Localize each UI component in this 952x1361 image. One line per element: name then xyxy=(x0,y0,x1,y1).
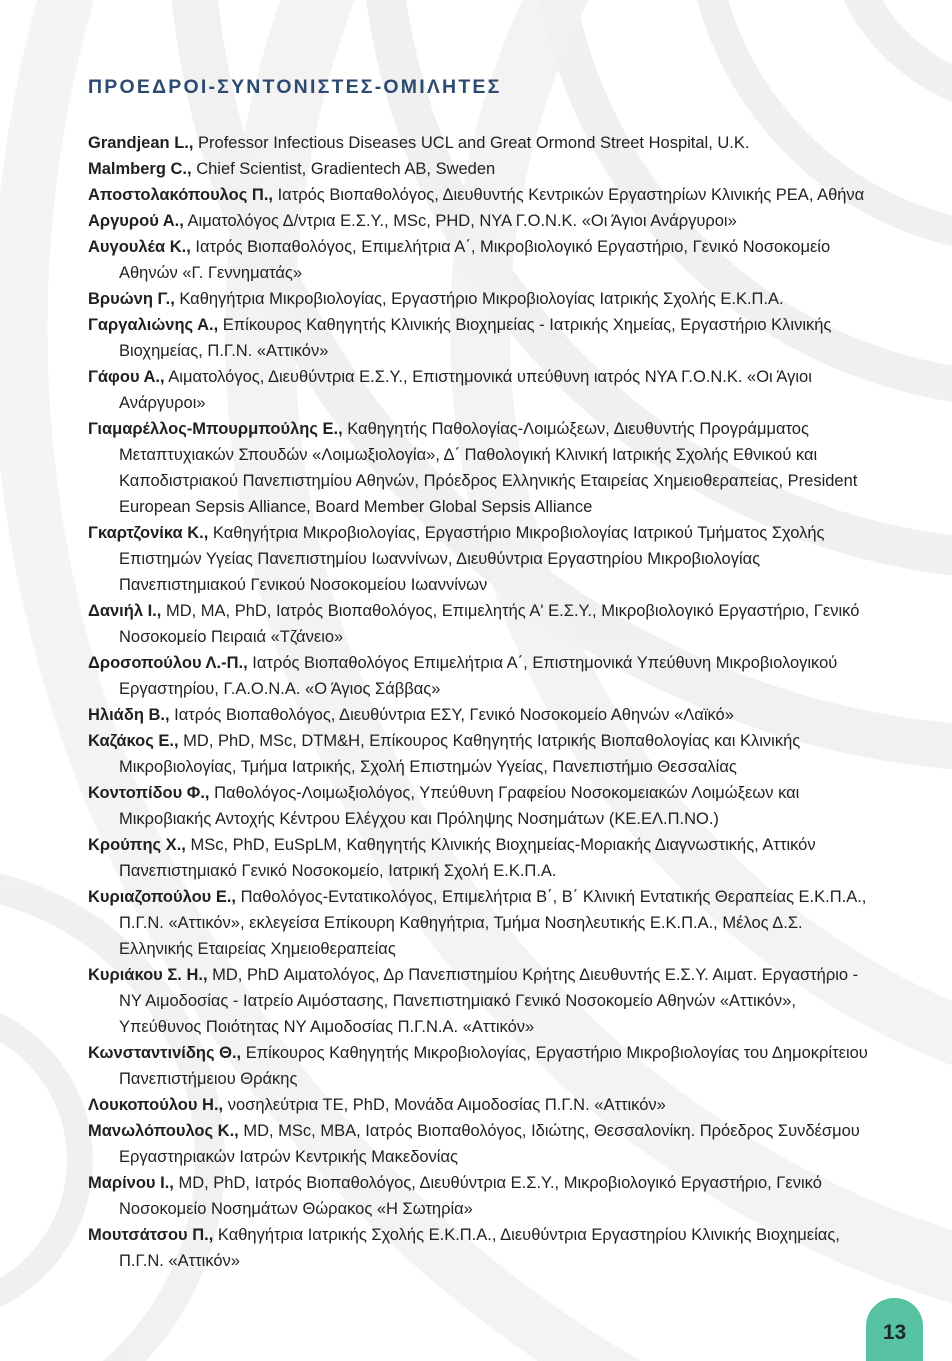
page-number-tab xyxy=(866,1298,923,1361)
speaker-list xyxy=(88,130,872,1274)
speaker-name: Κυριάκου Σ. Η., xyxy=(88,966,208,984)
speaker-name: Γαργαλιώνης Α., xyxy=(88,316,219,334)
speaker-entry xyxy=(88,650,872,702)
speaker-description: Καθηγήτρια Μικροβιολογίας, Εργαστήριο Μικροβιολογίας Ιατρικής Σχολής Ε.Κ.Π.Α. xyxy=(174,290,784,308)
speaker-entry xyxy=(88,1118,872,1170)
speaker-description: MD, MSc, MBA, Ιατρός Βιοπαθολόγος, Ιδιώτης, Θεσσαλονίκη. Πρόεδρος Συνδέσμου Εργαστηριακών Ιατρών Κεντρικής Μακεδονίας xyxy=(119,1122,860,1166)
speaker-entry xyxy=(88,286,872,312)
speaker-entry xyxy=(88,1170,872,1222)
speaker-description: Αιματολόγος Δ/ντρια Ε.Σ.Υ., MSc, PHD, ΝΥΑ Γ.Ο.Ν.Κ. «Οι Άγιοι Ανάργυροι» xyxy=(183,212,737,230)
speaker-entry xyxy=(88,884,872,962)
speaker-description: Επίκουρος Καθηγητής Μικροβιολογίας, Εργαστήριο Μικροβιολογίας του Δημοκρίτειου Πανεπιστήμειου Θράκης xyxy=(119,1044,868,1088)
speaker-name: Γάφου Α., xyxy=(88,368,165,386)
speaker-name: Malmberg C., xyxy=(88,160,192,178)
speaker-entry xyxy=(88,780,872,832)
speaker-entry xyxy=(88,364,872,416)
speaker-description: Chief Scientist, Gradientech AB, Sweden xyxy=(191,160,496,178)
speaker-entry xyxy=(88,728,872,780)
speaker-entry xyxy=(88,182,872,208)
speaker-name: Γιαμαρέλλος-Μπουρμπούλης Ε., xyxy=(88,420,343,438)
speaker-description: Professor Infectious Diseases UCL and Great Ormond Street Hospital, U.K. xyxy=(193,134,750,152)
speaker-description: Καθηγητής Παθολογίας-Λοιμώξεων, Διευθυντής Προγράμματος Μεταπτυχιακών Σπουδών «Λοιμωξιολογία», Δ΄ Παθολογική Κλινική Ιατρικής Σχολής Εθνικού και Καποδιστριακού Πανεπιστημίου Αθηνών, Πρόεδρος Ελληνικής Εταιρείας Χημειοθεραπείας, President European Sepsis Alliance, Board Member Global Sepsis Alliance xyxy=(119,420,858,516)
speaker-description: Καθηγήτρια Μικροβιολογίας, Εργαστήριο Μικροβιολογίας Ιατρικού Τμήματος Σχολής Επιστημών Υγείας Πανεπιστημίου Ιωαννίνων, Διευθύντρια Εργαστηρίου Μικροβιολογίας Πανεπιστημιακού Γενικού Νοσοκομείου Ιωαννίνων xyxy=(119,524,825,594)
speaker-name: Μαρίνου Ι., xyxy=(88,1174,174,1192)
speaker-name: Κοντοπίδου Φ., xyxy=(88,784,210,802)
speaker-entry xyxy=(88,1040,872,1092)
speaker-entry xyxy=(88,130,872,156)
speaker-name: Αργυρού Α., xyxy=(88,212,184,230)
speaker-name: Δανιήλ Ι., xyxy=(88,602,162,620)
speaker-name: Μανωλόπουλος Κ., xyxy=(88,1122,239,1140)
speaker-name: Αυγουλέα Κ., xyxy=(88,238,191,256)
speaker-entry xyxy=(88,598,872,650)
speaker-name: Κωνσταντινίδης Θ., xyxy=(88,1044,242,1062)
speaker-entry xyxy=(88,962,872,1040)
speaker-description: Επίκουρος Καθηγητής Κλινικής Βιοχημείας - Ιατρικής Χημείας, Εργαστήριο Κλινικής Βιοχημείας, Π.Γ.Ν. «Αττικόν» xyxy=(119,316,832,360)
speaker-description: Ιατρός Βιοπαθολόγος, Διευθύντρια ΕΣΥ, Γενικό Νοσοκομείο Αθηνών «Λαϊκό» xyxy=(169,706,734,724)
speaker-name: Βρυώνη Γ., xyxy=(88,290,175,308)
speaker-name: Δροσοπούλου Λ.-Π., xyxy=(88,654,248,672)
speaker-description: Ιατρός Βιοπαθολόγος, Επιμελήτρια Α΄, Μικροβιολογικό Εργαστήριο, Γενικό Νοσοκομείο Αθηνών «Γ. Γεννηματάς» xyxy=(119,238,831,282)
speaker-name: Κρούπης Χ., xyxy=(88,836,186,854)
page-number: 13 xyxy=(882,1320,907,1344)
speaker-description: Παθολόγος-Εντατικολόγος, Επιμελήτρια Β΄, Β΄ Κλινική Εντατικής Θεραπείας Ε.Κ.Π.Α., Π.Γ.Ν. «Αττικόν», εκλεγείσα Επίκουρη Καθηγήτρια, Τμήμα Νοσηλευτικής Ε.Κ.Π.Α., Μέλος Δ.Σ. Ελληνικής Εταιρείας Χημειοθεραπείας xyxy=(119,888,867,958)
speaker-entry xyxy=(88,1092,872,1118)
speaker-name: Αποστολακόπουλος Π., xyxy=(88,186,273,204)
speaker-entry xyxy=(88,312,872,364)
speaker-description: MSc, PhD, EuSpLM, Καθηγητής Κλινικής Βιοχημείας-Μοριακής Διαγνωστικής, Αττικόν Πανεπιστημιακό Γενικό Νοσοκομείο, Ιατρική Σχολή Ε.Κ.Π.Α. xyxy=(119,836,816,880)
speaker-entry xyxy=(88,1222,872,1274)
speaker-entry xyxy=(88,832,872,884)
page-title: ΠΡΟΕΔΡΟΙ-ΣΥΝΤΟΝΙΣΤΕΣ-ΟΜΙΛΗΤΕΣ xyxy=(88,76,502,98)
speaker-name: Grandjean L., xyxy=(88,134,194,152)
speaker-name: Κυριαζοπούλου Ε., xyxy=(88,888,237,906)
speaker-name: Μουτσάτσου Π., xyxy=(88,1226,214,1244)
speaker-description: MD, PhD Αιματολόγος, Δρ Πανεπιστημίου Κρήτης Διευθυντής Ε.Σ.Υ. Αιματ. Εργαστήριο - ΝΥ Αιμοδοσίας - Ιατρείο Αιμόστασης, Πανεπιστημιακό Γενικό Νοσοκομείο Αθηνών «Αττικόν», Υπεύθυνος Ποιότητας ΝΥ Αιμοδοσίας Π.Γ.Ν.Α. «Αττικόν» xyxy=(119,966,859,1036)
speaker-description: νοσηλεύτρια ΤΕ, PhD, Μονάδα Αιμοδοσίας Π.Γ.Ν. «Αττικόν» xyxy=(223,1096,666,1114)
speaker-description: MD, PhD, MSc, DTM&H, Επίκουρος Καθηγητής Ιατρικής Βιοπαθολογίας και Κλινικής Μικροβιολογίας, Τμήμα Ιατρικής, Σχολή Επιστημών Υγείας, Πανεπιστήμιο Θεσσαλίας xyxy=(119,732,801,776)
speaker-description: Αιματολόγος, Διευθύντρια Ε.Σ.Υ., Επιστημονικά υπεύθυνη ιατρός ΝΥΑ Γ.Ο.Ν.Κ. «Οι Άγιοι Ανάργυροι» xyxy=(119,368,812,412)
speaker-name: Γκαρτζονίκα Κ., xyxy=(88,524,209,542)
speaker-description: Ιατρός Βιοπαθολόγος, Διευθυντής Κεντρικών Εργαστηρίων Κλινικής ΡΕΑ, Αθήνα xyxy=(273,186,865,204)
speaker-entry xyxy=(88,702,872,728)
speaker-name: Λουκοπούλου Η., xyxy=(88,1096,224,1114)
speaker-description: MD, MA, PhD, Ιατρός Βιοπαθολόγος, Επιμελητής Α' Ε.Σ.Υ., Μικροβιολογικό Εργαστήριο, Γενικό Νοσοκομείο Πειραιά «Τζάνειο» xyxy=(119,602,860,646)
speaker-entry xyxy=(88,208,872,234)
speaker-entry xyxy=(88,234,872,286)
speaker-description: Ιατρός Βιοπαθολόγος Επιμελήτρια Α΄, Επιστημονικά Υπεύθυνη Μικροβιολογικού Εργαστηρίου, Γ.Α.Ο.Ν.Α. «Ο Άγιος Σάββας» xyxy=(119,654,838,698)
speaker-entry xyxy=(88,520,872,598)
speaker-entry xyxy=(88,156,872,182)
speaker-description: Παθολόγος-Λοιμωξιολόγος, Υπεύθυνη Γραφείου Νοσοκομειακών Λοιμώξεων και Μικροβιακής Αντοχής Κέντρου Ελέγχου και Πρόληψης Νοσημάτων (ΚΕ.ΕΛ.Π.ΝΟ.) xyxy=(119,784,800,828)
speaker-description: Καθηγήτρια Ιατρικής Σχολής Ε.Κ.Π.Α., Διευθύντρια Εργαστηρίου Κλινικής Βιοχημείας, Π.Γ.Ν. «Αττικόν» xyxy=(119,1226,840,1270)
speaker-name: Καζάκος Ε., xyxy=(88,732,179,750)
speaker-description: MD, PhD, Ιατρός Βιοπαθολόγος, Διευθύντρια Ε.Σ.Υ., Μικροβιολογικό Εργαστήριο, Γενικό Νοσοκομείο Νοσημάτων Θώρακος «Η Σωτηρία» xyxy=(119,1174,822,1218)
speaker-name: Ηλιάδη Β., xyxy=(88,706,170,724)
speaker-entry xyxy=(88,416,872,520)
